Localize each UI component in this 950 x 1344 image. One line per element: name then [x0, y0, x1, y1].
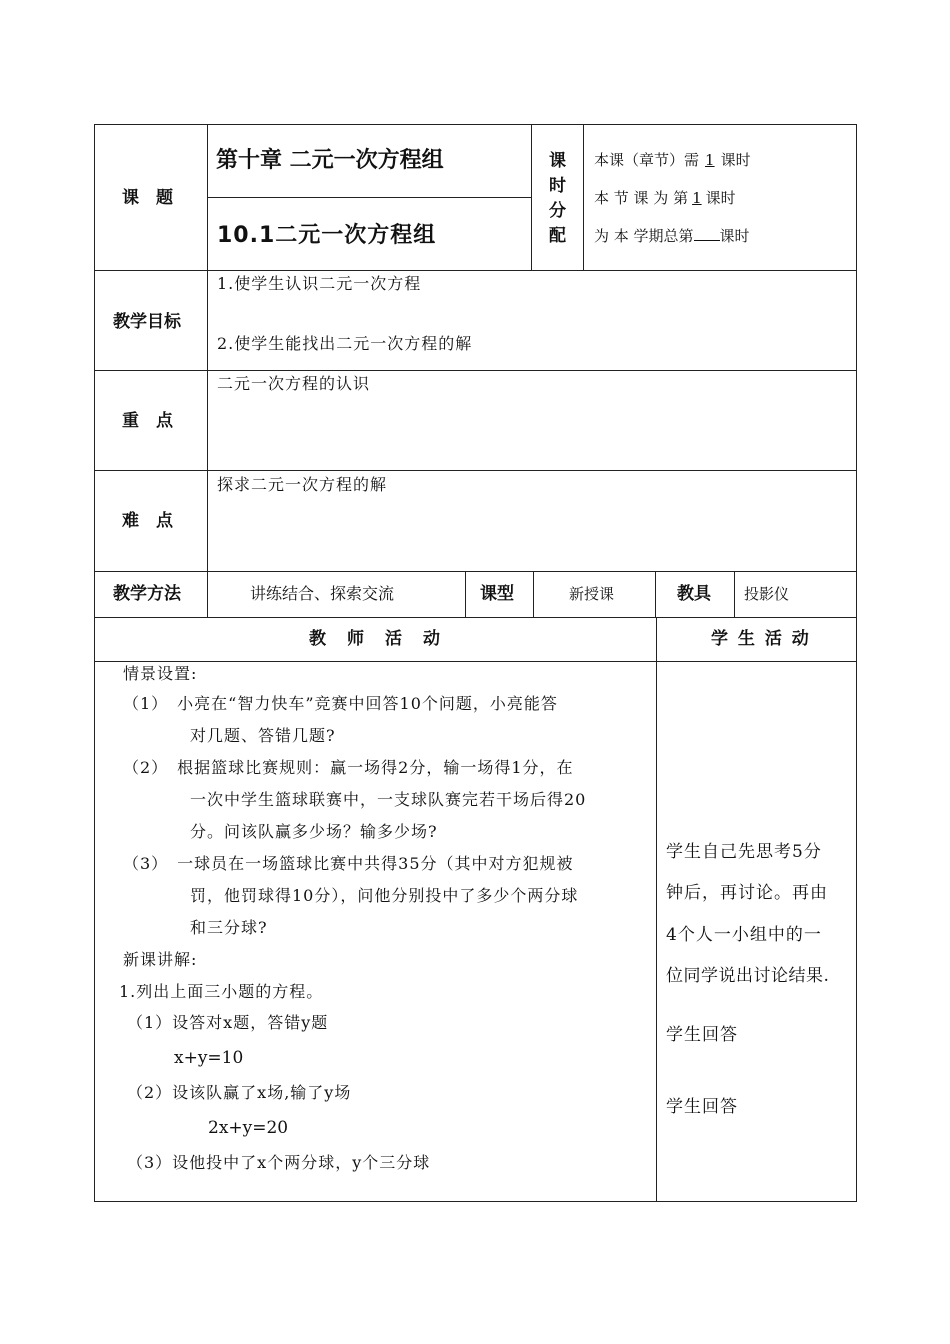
teacher-line-1: 情景设置: [123, 664, 198, 683]
key-point-label: 重 点 [122, 411, 173, 431]
period-label-right [583, 124, 584, 271]
teacher-line-16: （3）设他投中了x个两分球，y个三分球 [127, 1153, 431, 1172]
border-left [94, 124, 95, 1202]
label-column-divider [207, 124, 208, 618]
teacher-line-12: （1）设答对x题，答错y题 [127, 1013, 329, 1032]
teacher-line-3: 对几题、答错几题? [190, 726, 336, 745]
period-term-suffix: 课时 [719, 227, 750, 245]
period-course-prefix: 本课（章节）需 [594, 151, 700, 169]
period-course-value: 1 [705, 151, 715, 169]
method-divider-3 [655, 571, 656, 618]
equation-1: x+y=10 [174, 1048, 244, 1068]
period-line-section [594, 188, 736, 208]
method-value: 讲练结合、探索交流 [250, 584, 395, 603]
border-bottom [94, 1201, 857, 1202]
period-course-suffix: 课时 [720, 151, 751, 169]
teacher-line-4: （2） 根据篮球比赛规则：赢一场得2分，输一场得1分，在 [123, 758, 574, 777]
method-divider-1 [465, 571, 466, 618]
teacher-line-10: 新课讲解: [123, 950, 198, 969]
divider-method [94, 571, 857, 572]
divider-difficulty [94, 470, 857, 471]
period-line-term [594, 226, 750, 246]
teacher-line-11: 1.列出上面三小题的方程。 [119, 982, 324, 1001]
border-right [856, 124, 857, 1202]
section-title: 10.1二元一次方程组 [217, 223, 437, 248]
period-label-char-4: 配 [549, 226, 566, 246]
teacher-line-14: （2）设该队赢了x场,输了y场 [127, 1083, 352, 1102]
teacher-line-6: 分。问该队赢多少场？输多少场? [190, 822, 438, 841]
method-divider-2 [533, 571, 534, 618]
equation-2: 2x+y=20 [208, 1118, 289, 1138]
teacher-line-5: 一次中学生篮球联赛中，一支球队赛完若干场后得20 [190, 790, 587, 809]
student-line-5: 学生回答 [666, 1025, 738, 1045]
period-section-value: 1 [692, 189, 702, 207]
period-term-prefix: 为 本 学期总第 [594, 227, 694, 245]
period-section-prefix: 本 节 课 为 第 [594, 189, 689, 207]
type-value: 新授课 [569, 585, 615, 603]
student-line-2: 钟后，再讨论。再由 [666, 883, 828, 903]
teacher-line-7: （3） 一球员在一场篮球比赛中共得35分（其中对方犯规被 [123, 854, 574, 873]
divider-activity-header [94, 661, 857, 662]
divider-title [207, 197, 531, 198]
teacher-line-8: 罚，他罚球得10分），问他分别投中了多少个两分球 [190, 886, 579, 905]
difficulty-text: 探求二元一次方程的解 [217, 475, 388, 494]
teacher-line-9: 和三分球? [190, 918, 268, 937]
period-section-suffix: 课时 [705, 189, 736, 207]
tool-label: 教具 [677, 584, 711, 604]
student-line-4: 位同学说出讨论结果. [666, 966, 830, 986]
divider-goals [94, 270, 857, 271]
border-top [94, 124, 857, 125]
method-label: 教学方法 [113, 584, 181, 604]
key-point-text: 二元一次方程的认识 [217, 374, 371, 393]
difficulty-label: 难 点 [122, 511, 173, 531]
goals-label: 教学目标 [113, 312, 181, 332]
method-divider-4 [734, 571, 735, 618]
teacher-activity-header: 教 师 活 动 [309, 629, 442, 649]
period-label-char-1: 课 [549, 151, 566, 171]
type-label: 课型 [480, 584, 514, 604]
activity-divider [656, 617, 657, 1202]
chapter-title: 第十章 二元一次方程组 [216, 148, 444, 173]
student-line-6: 学生回答 [666, 1097, 738, 1117]
goal-item-2: 2.使学生能找出二元一次方程的解 [217, 334, 473, 353]
topic-label: 课 题 [122, 188, 173, 208]
period-term-blank [694, 226, 720, 241]
period-label-char-3: 分 [549, 201, 566, 221]
divider-activity [94, 617, 857, 618]
period-label-char-2: 时 [549, 176, 566, 196]
student-line-3: 4个人一小组中的一 [666, 925, 822, 945]
student-activity-header: 学 生 活 动 [711, 629, 811, 649]
student-line-1: 学生自己先思考5分 [666, 842, 822, 862]
period-label-left [531, 124, 532, 271]
teacher-line-2: （1） 小亮在“智力快车”竞赛中回答10个问题，小亮能答 [123, 694, 558, 713]
period-line-course [594, 150, 751, 170]
divider-key [94, 370, 857, 371]
tool-value: 投影仪 [744, 585, 790, 603]
goal-item-1: 1.使学生认识二元一次方程 [217, 274, 422, 293]
